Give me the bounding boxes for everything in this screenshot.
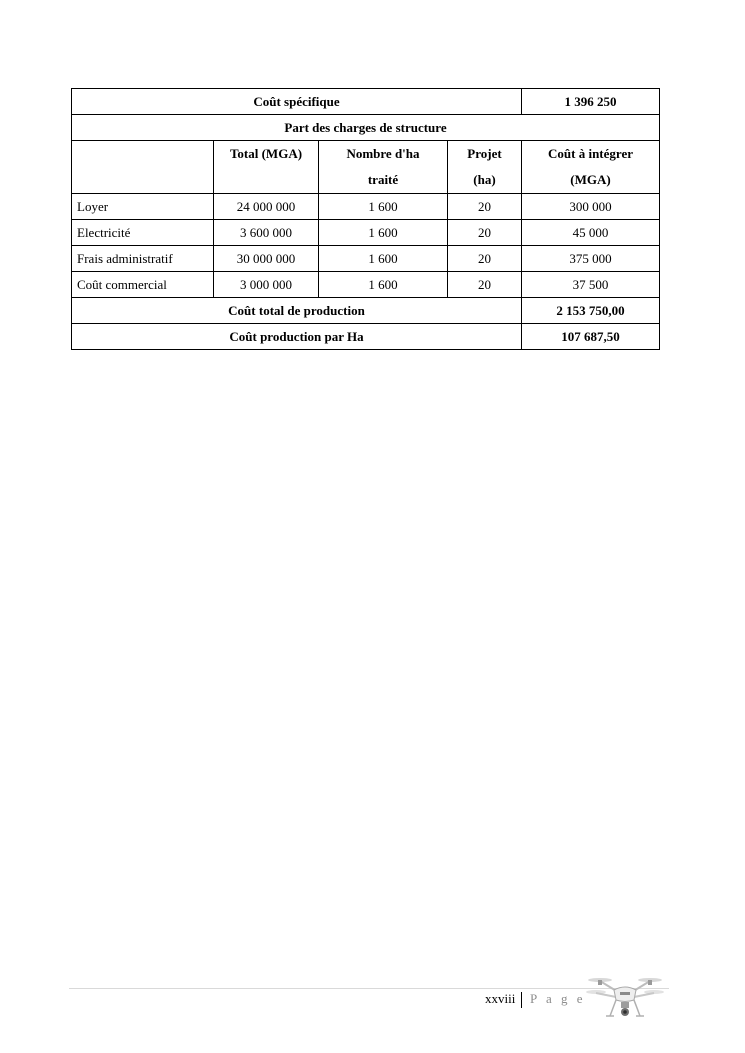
row-nombre: 1 600 xyxy=(319,272,448,298)
header-projet-line-1: Projet xyxy=(467,146,502,161)
row-cout: 300 000 xyxy=(522,194,660,220)
row-projet: 20 xyxy=(448,272,522,298)
row-total: 24 000 000 xyxy=(214,194,319,220)
structure-charges-title: Part des charges de structure xyxy=(72,115,660,141)
row-cout: 45 000 xyxy=(522,220,660,246)
row-total: 3 000 000 xyxy=(214,272,319,298)
header-cout xyxy=(522,141,660,194)
header-nombre-line-1: Nombre d'ha xyxy=(346,146,420,161)
table-row xyxy=(72,220,660,246)
header-cout-line-1: Coût à intégrer xyxy=(548,146,633,161)
row-nombre: 1 600 xyxy=(319,246,448,272)
specific-cost-row xyxy=(72,89,660,115)
table-row xyxy=(72,272,660,298)
page-separator xyxy=(521,992,522,1008)
specific-cost-label: Coût spécifique xyxy=(72,89,522,115)
row-name: Electricité xyxy=(72,220,214,246)
row-name: Coût commercial xyxy=(72,272,214,298)
row-name: Frais administratif xyxy=(72,246,214,272)
header-empty xyxy=(72,141,214,194)
total-cost-value: 2 153 750,00 xyxy=(522,298,660,324)
row-nombre: 1 600 xyxy=(319,194,448,220)
cost-per-ha-row xyxy=(72,324,660,350)
specific-cost-value: 1 396 250 xyxy=(522,89,660,115)
row-total: 3 600 000 xyxy=(214,220,319,246)
header-projet-line-2: (ha) xyxy=(473,172,496,187)
cost-per-ha-label: Coût production par Ha xyxy=(72,324,522,350)
page-label: P a g e xyxy=(530,991,586,1006)
header-projet xyxy=(448,141,522,194)
page-footer xyxy=(0,960,745,1053)
header-total xyxy=(214,141,319,194)
row-cout: 375 000 xyxy=(522,246,660,272)
cost-table xyxy=(71,88,660,350)
header-nombre-ha xyxy=(319,141,448,194)
header-cout-line-2: (MGA) xyxy=(570,172,611,187)
header-nombre-line-2: traité xyxy=(367,172,399,187)
row-name: Loyer xyxy=(72,194,214,220)
row-projet: 20 xyxy=(448,220,522,246)
row-nombre: 1 600 xyxy=(319,220,448,246)
header-total-line-1: Total (MGA) xyxy=(229,146,303,161)
footer-rule xyxy=(69,988,669,989)
drone-icon xyxy=(586,970,664,1028)
structure-charges-row xyxy=(72,115,660,141)
row-projet: 20 xyxy=(448,246,522,272)
table-row xyxy=(72,194,660,220)
column-header-row xyxy=(72,141,660,194)
row-total: 30 000 000 xyxy=(214,246,319,272)
row-cout: 37 500 xyxy=(522,272,660,298)
page-number: xxviii xyxy=(485,991,516,1006)
row-projet: 20 xyxy=(448,194,522,220)
total-cost-label: Coût total de production xyxy=(72,298,522,324)
total-cost-row xyxy=(72,298,660,324)
cost-per-ha-value: 107 687,50 xyxy=(522,324,660,350)
table-row xyxy=(72,246,660,272)
